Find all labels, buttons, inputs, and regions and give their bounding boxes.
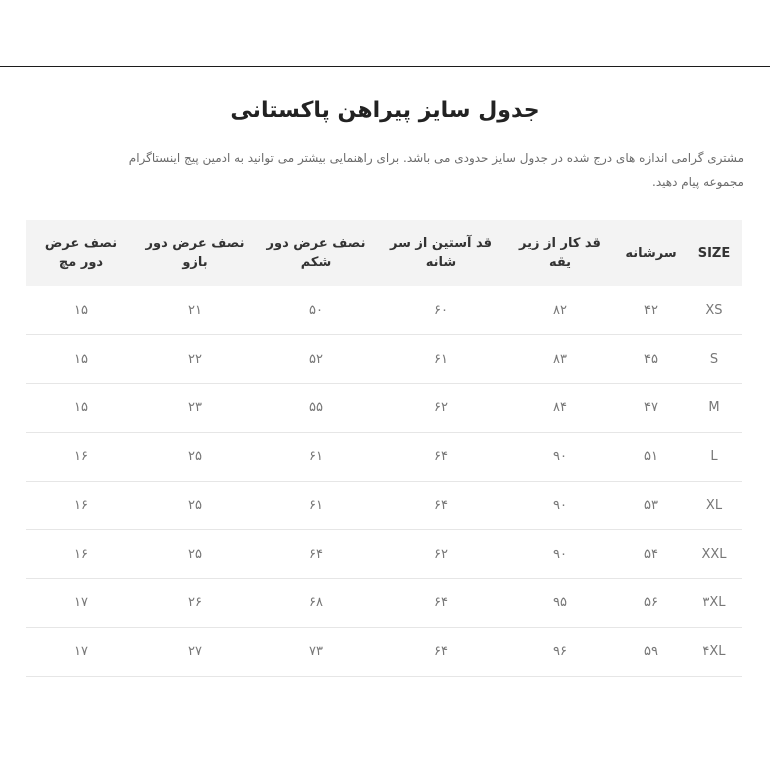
- cell-waist: ۶۱: [309, 497, 323, 513]
- cell-length: ۸۲: [553, 302, 567, 318]
- header-waist: نصف عرض دور شکم: [266, 236, 366, 270]
- cell-size: M: [708, 400, 720, 416]
- header-size: SIZE: [697, 245, 731, 261]
- cell-size: XXL: [701, 546, 727, 562]
- cell-waist: ۶۱: [309, 449, 323, 465]
- cell-arm: ۲۱: [188, 302, 202, 318]
- cell-shoulder: ۴۵: [644, 351, 658, 367]
- cell-waist: ۶۴: [309, 546, 323, 562]
- table-row: [26, 432, 742, 481]
- intro-line-2: مجموعه پیام دهید.: [652, 175, 744, 189]
- size-table-body: [26, 286, 742, 676]
- cell-wrist: ۱۶: [74, 546, 88, 562]
- table-row: [26, 286, 742, 335]
- cell-wrist: ۱۶: [74, 497, 88, 513]
- cell-length: ۸۴: [553, 400, 567, 416]
- cell-waist: ۵۵: [309, 400, 323, 416]
- cell-length: ۹۰: [553, 497, 567, 513]
- cell-sleeve: ۶۴: [434, 449, 448, 465]
- size-table-header: [26, 220, 742, 286]
- top-divider: [0, 66, 770, 67]
- cell-length: ۹۰: [553, 449, 567, 465]
- intro-paragraph: [44, 146, 744, 194]
- cell-sleeve: ۶۴: [434, 595, 448, 611]
- cell-waist: ۷۳: [309, 644, 323, 660]
- cell-wrist: ۱۵: [74, 351, 88, 367]
- cell-arm: ۲۵: [188, 497, 202, 513]
- cell-size: XS: [705, 302, 723, 318]
- cell-shoulder: ۴۲: [644, 302, 658, 318]
- cell-sleeve: ۶۰: [434, 302, 448, 318]
- cell-waist: ۵۰: [309, 302, 323, 318]
- cell-shoulder: ۵۹: [644, 644, 658, 660]
- cell-size: S: [709, 351, 719, 367]
- header-arm: نصف عرض دور بازو: [145, 236, 245, 270]
- cell-length: ۹۶: [553, 644, 567, 660]
- cell-wrist: ۱۷: [74, 595, 88, 611]
- cell-length: ۹۵: [553, 595, 567, 611]
- cell-arm: ۲۷: [188, 644, 202, 660]
- page-title: جدول سایز پیراهن پاکستانی: [230, 98, 540, 123]
- table-row: [26, 530, 742, 579]
- cell-sleeve: ۶۲: [434, 400, 448, 416]
- cell-wrist: ۱۷: [74, 644, 88, 660]
- cell-shoulder: ۵۴: [644, 546, 658, 562]
- table-row: [26, 384, 742, 433]
- table-row: [26, 579, 742, 628]
- header-length: قد کار از زیر یقه: [519, 236, 601, 270]
- cell-arm: ۲۵: [188, 546, 202, 562]
- cell-size: ۴XL: [702, 644, 726, 660]
- cell-shoulder: ۵۶: [644, 595, 658, 611]
- cell-arm: ۲۵: [188, 449, 202, 465]
- cell-size: L: [710, 449, 718, 465]
- cell-wrist: ۱۵: [74, 302, 88, 318]
- table-row: [26, 335, 742, 384]
- table-row: [26, 627, 742, 676]
- cell-sleeve: ۶۴: [434, 497, 448, 513]
- cell-shoulder: ۴۷: [644, 400, 658, 416]
- header-shoulder: سرشانه: [625, 245, 677, 261]
- cell-length: ۹۰: [553, 546, 567, 562]
- cell-shoulder: ۵۱: [644, 449, 658, 465]
- cell-waist: ۶۸: [309, 595, 323, 611]
- cell-waist: ۵۲: [309, 351, 323, 367]
- cell-length: ۸۳: [553, 351, 567, 367]
- size-table: [26, 220, 742, 677]
- intro-line-1: مشتری گرامی اندازه های درج شده در جدول سایز حدودی می باشد. برای راهنمایی بیشتر می توانید به ادمین پیج اینستاگرام: [128, 151, 744, 165]
- cell-size: ۳XL: [702, 595, 726, 611]
- cell-sleeve: ۶۲: [434, 546, 448, 562]
- cell-size: XL: [705, 497, 723, 513]
- cell-arm: ۲۲: [188, 351, 202, 367]
- cell-arm: ۲۶: [188, 595, 202, 611]
- header-row: [26, 220, 742, 286]
- header-sleeve: قد آستین از سر شانه: [390, 236, 492, 270]
- cell-shoulder: ۵۳: [644, 497, 658, 513]
- cell-wrist: ۱۶: [74, 449, 88, 465]
- cell-arm: ۲۳: [188, 400, 202, 416]
- cell-sleeve: ۶۱: [434, 351, 448, 367]
- cell-sleeve: ۶۴: [434, 644, 448, 660]
- cell-wrist: ۱۵: [74, 400, 88, 416]
- table-row: [26, 481, 742, 530]
- header-wrist: نصف عرض دور مچ: [44, 236, 118, 270]
